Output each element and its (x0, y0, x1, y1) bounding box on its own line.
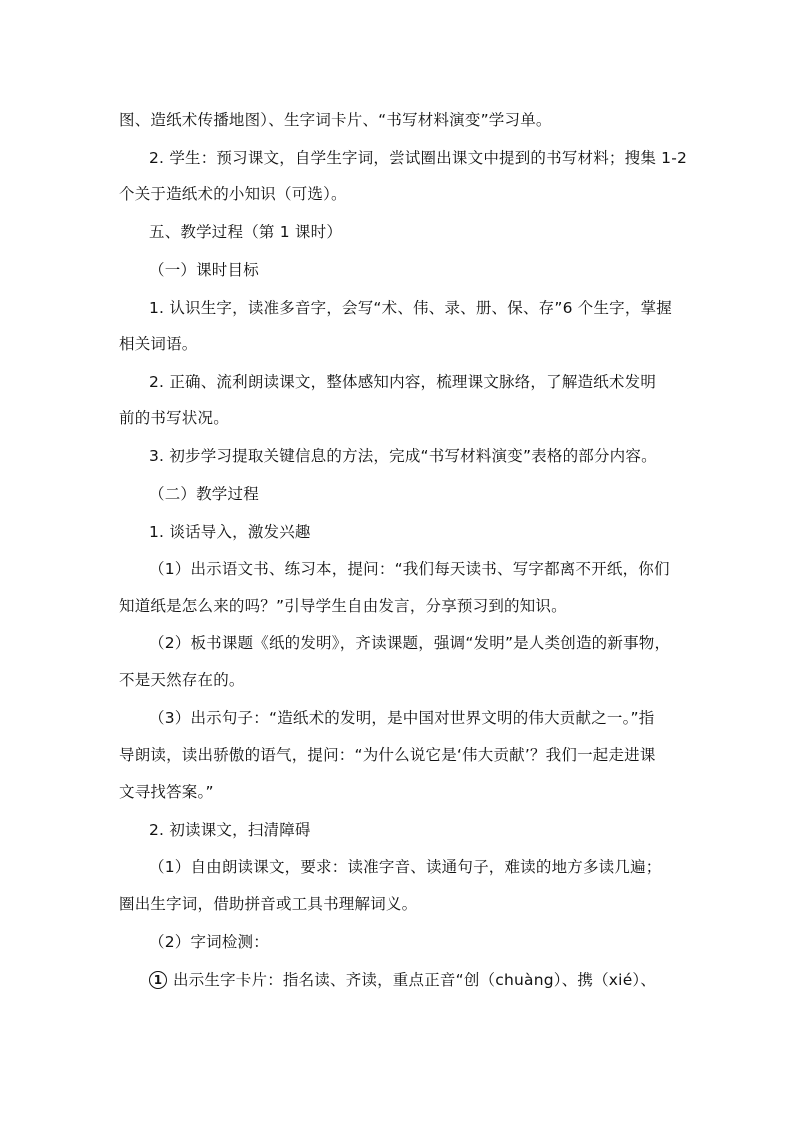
text-line: （1）出示语文书、练习本，提问：“我们每天读书、写字都离不开纸，你们 (149, 560, 670, 578)
text-line: 圈出生字词，借助拼音或工具书理解词义。 (119, 895, 418, 913)
text-line: 知道纸是怎么来的吗？”引导学生自由发言，分享预习到的知识。 (119, 597, 567, 615)
text-line: 导朗读，读出骄傲的语气，提问：“为什么说它是‘伟大贡献’？我们一起走进课 (119, 746, 656, 764)
text-line: 图、造纸术传播地图）、生字词卡片、“书写材料演变”学习单。 (119, 111, 552, 129)
list-item-text: 出示生字卡片：指名读、齐读，重点正音“创（chuàng）、携（xié）、 (173, 971, 657, 989)
text-line: （2）板书课题《纸的发明》，齐读课题，强调“发明”是人类创造的新事物， (149, 634, 671, 652)
subsection-heading: （一）课时目标 (149, 261, 259, 279)
text-line: 2. 正确、流利朗读课文，整体感知内容，梳理课文脉络，了解造纸术发明 (149, 373, 657, 391)
section-heading: 五、教学过程（第 1 课时） (149, 223, 343, 241)
text-line: 文寻找答案。” (119, 783, 214, 801)
text-line: （1）自由朗读课文，要求：读准字音、读通句子，难读的地方多读几遍； (149, 858, 662, 876)
list-item (149, 970, 656, 990)
circled-number-marker: 1 (149, 971, 167, 989)
step-heading: 1. 谈话导入，激发兴趣 (149, 523, 311, 541)
text-line: 1. 认识生字，读准多音字，会写“术、伟、录、册、保、存”6 个生字，掌握 (149, 299, 672, 317)
text-line: 不是天然存在的。 (119, 671, 245, 689)
text-line: 个关于造纸术的小知识（可选）。 (119, 185, 347, 203)
step-heading: 2. 初读课文，扫清障碍 (149, 821, 311, 839)
text-line: （3）出示句子：“造纸术的发明，是中国对世界文明的伟大贡献之一。”指 (149, 709, 655, 727)
text-line: （2）字词检测： (149, 933, 269, 951)
text-line: 3. 初步学习提取关键信息的方法，完成“书写材料演变”表格的部分内容。 (149, 447, 657, 465)
subsection-heading: （二）教学过程 (149, 485, 259, 503)
text-line: 相关词语。 (119, 335, 198, 353)
text-line: 2. 学生：预习课文，自学生字词，尝试圈出课文中提到的书写材料；搜集 1-2 (149, 149, 688, 167)
text-line: 前的书写状况。 (119, 409, 229, 427)
